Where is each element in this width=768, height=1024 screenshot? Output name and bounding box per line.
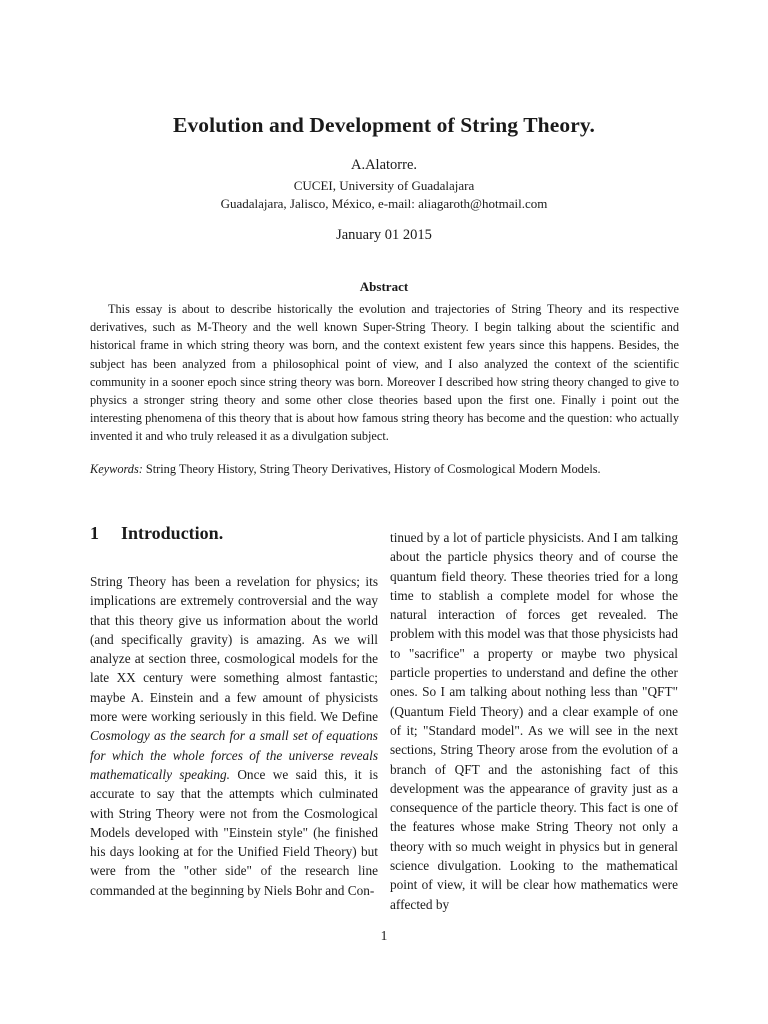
author-contact: Guadalajara, Jalisco, México, e-mail: aliagaroth@hotmail.com: [220, 196, 548, 211]
page-number: 1: [380, 928, 388, 943]
right-column-text: tinued by a lot of particle physicists. And I am talking about the particle physics theory and of course the quantum field theory. These theories tried for a long time to stablish a complete model for whose the natural interaction of forces get revealed. The problem with this model was that those physicists had to "sacrifice" a property or maybe two physical particle properties to understand and define the other ones. So I am talking about nothing less than "QFT" (Quantum Field Theory) and a clear example of one of it; "Standard model". As we will see in the next sections, String Theory arose from the evolution of a branch of QFT and the astonishing fact of this development was the appearance of gravity just as a consequence of the particle theory. This fact is one of the features whose make String Theory not only a theory with so much weight in physics but in general science divulgation. Looking to the mathematical point of view, it will be clear how mathematics were affected by: [390, 530, 678, 912]
abstract-body: This essay is about to describe historically the evolution and trajectories of String Theory and its respective derivatives, such as M-Theory and the well known Super-String Theory. I begin talking about the scientific and historical frame in which string theory was born, and the context existent few years since this happens. Besides, the subject has been analyzed from a philosophical point of view, and I also analyzed the context of the scientific community in a sooner epoch since string theory was born. Moreover I described how string theory changed to give to physics a stronger string theory and some other close theories based upon the first one. Finally i point out the interesting phenomena of this theory that is about how famous string theory has become and the question: who actually invented it and who truly released it as a divulgation subject.: [90, 302, 679, 444]
section-heading: [90, 523, 223, 544]
paper-title: Evolution and Development of String Theory.: [173, 113, 595, 137]
left-column-part-1: String Theory has been a revelation for physics; its implications are extremely controversial and the way that this theory give us information about the world (and specifically gravity) is amazing. As we will analyze at section three, cosmological models for the late XX century were something almost fantastic; maybe A. Einstein and a few amount of physicists more were working seriously in this field. We Define: [90, 574, 378, 725]
paper-date: January 01 2015: [336, 227, 432, 243]
left-column-text: [90, 572, 378, 900]
abstract-heading: Abstract: [359, 279, 409, 294]
section-title: Introduction.: [121, 523, 224, 543]
keywords-text: String Theory History, String Theory Derivatives, History of Cosmological Modern Models.: [145, 462, 601, 476]
left-column-part-2: Once we said this, it is accurate to say that the attempts which culminated with String Theory were not from the Cosmological Models developed with "Einstein style" (he finished his days looking at for the Unified Field Theory) but were from the "other side" of the research line commanded at the beginning by Niels Bohr and Con-: [90, 766, 379, 898]
keywords: [90, 460, 679, 478]
keywords-label: Keywords:: [90, 462, 143, 476]
section-number: 1: [90, 523, 99, 543]
cosmology-definition: Cosmology as the search for a small set of equations for which the whole forces of the universe reveals mathematically speaking.: [90, 728, 378, 782]
author-name: A.Alatorre.: [350, 157, 418, 173]
author-affiliation: CUCEI, University of Guadalajara: [293, 178, 475, 193]
